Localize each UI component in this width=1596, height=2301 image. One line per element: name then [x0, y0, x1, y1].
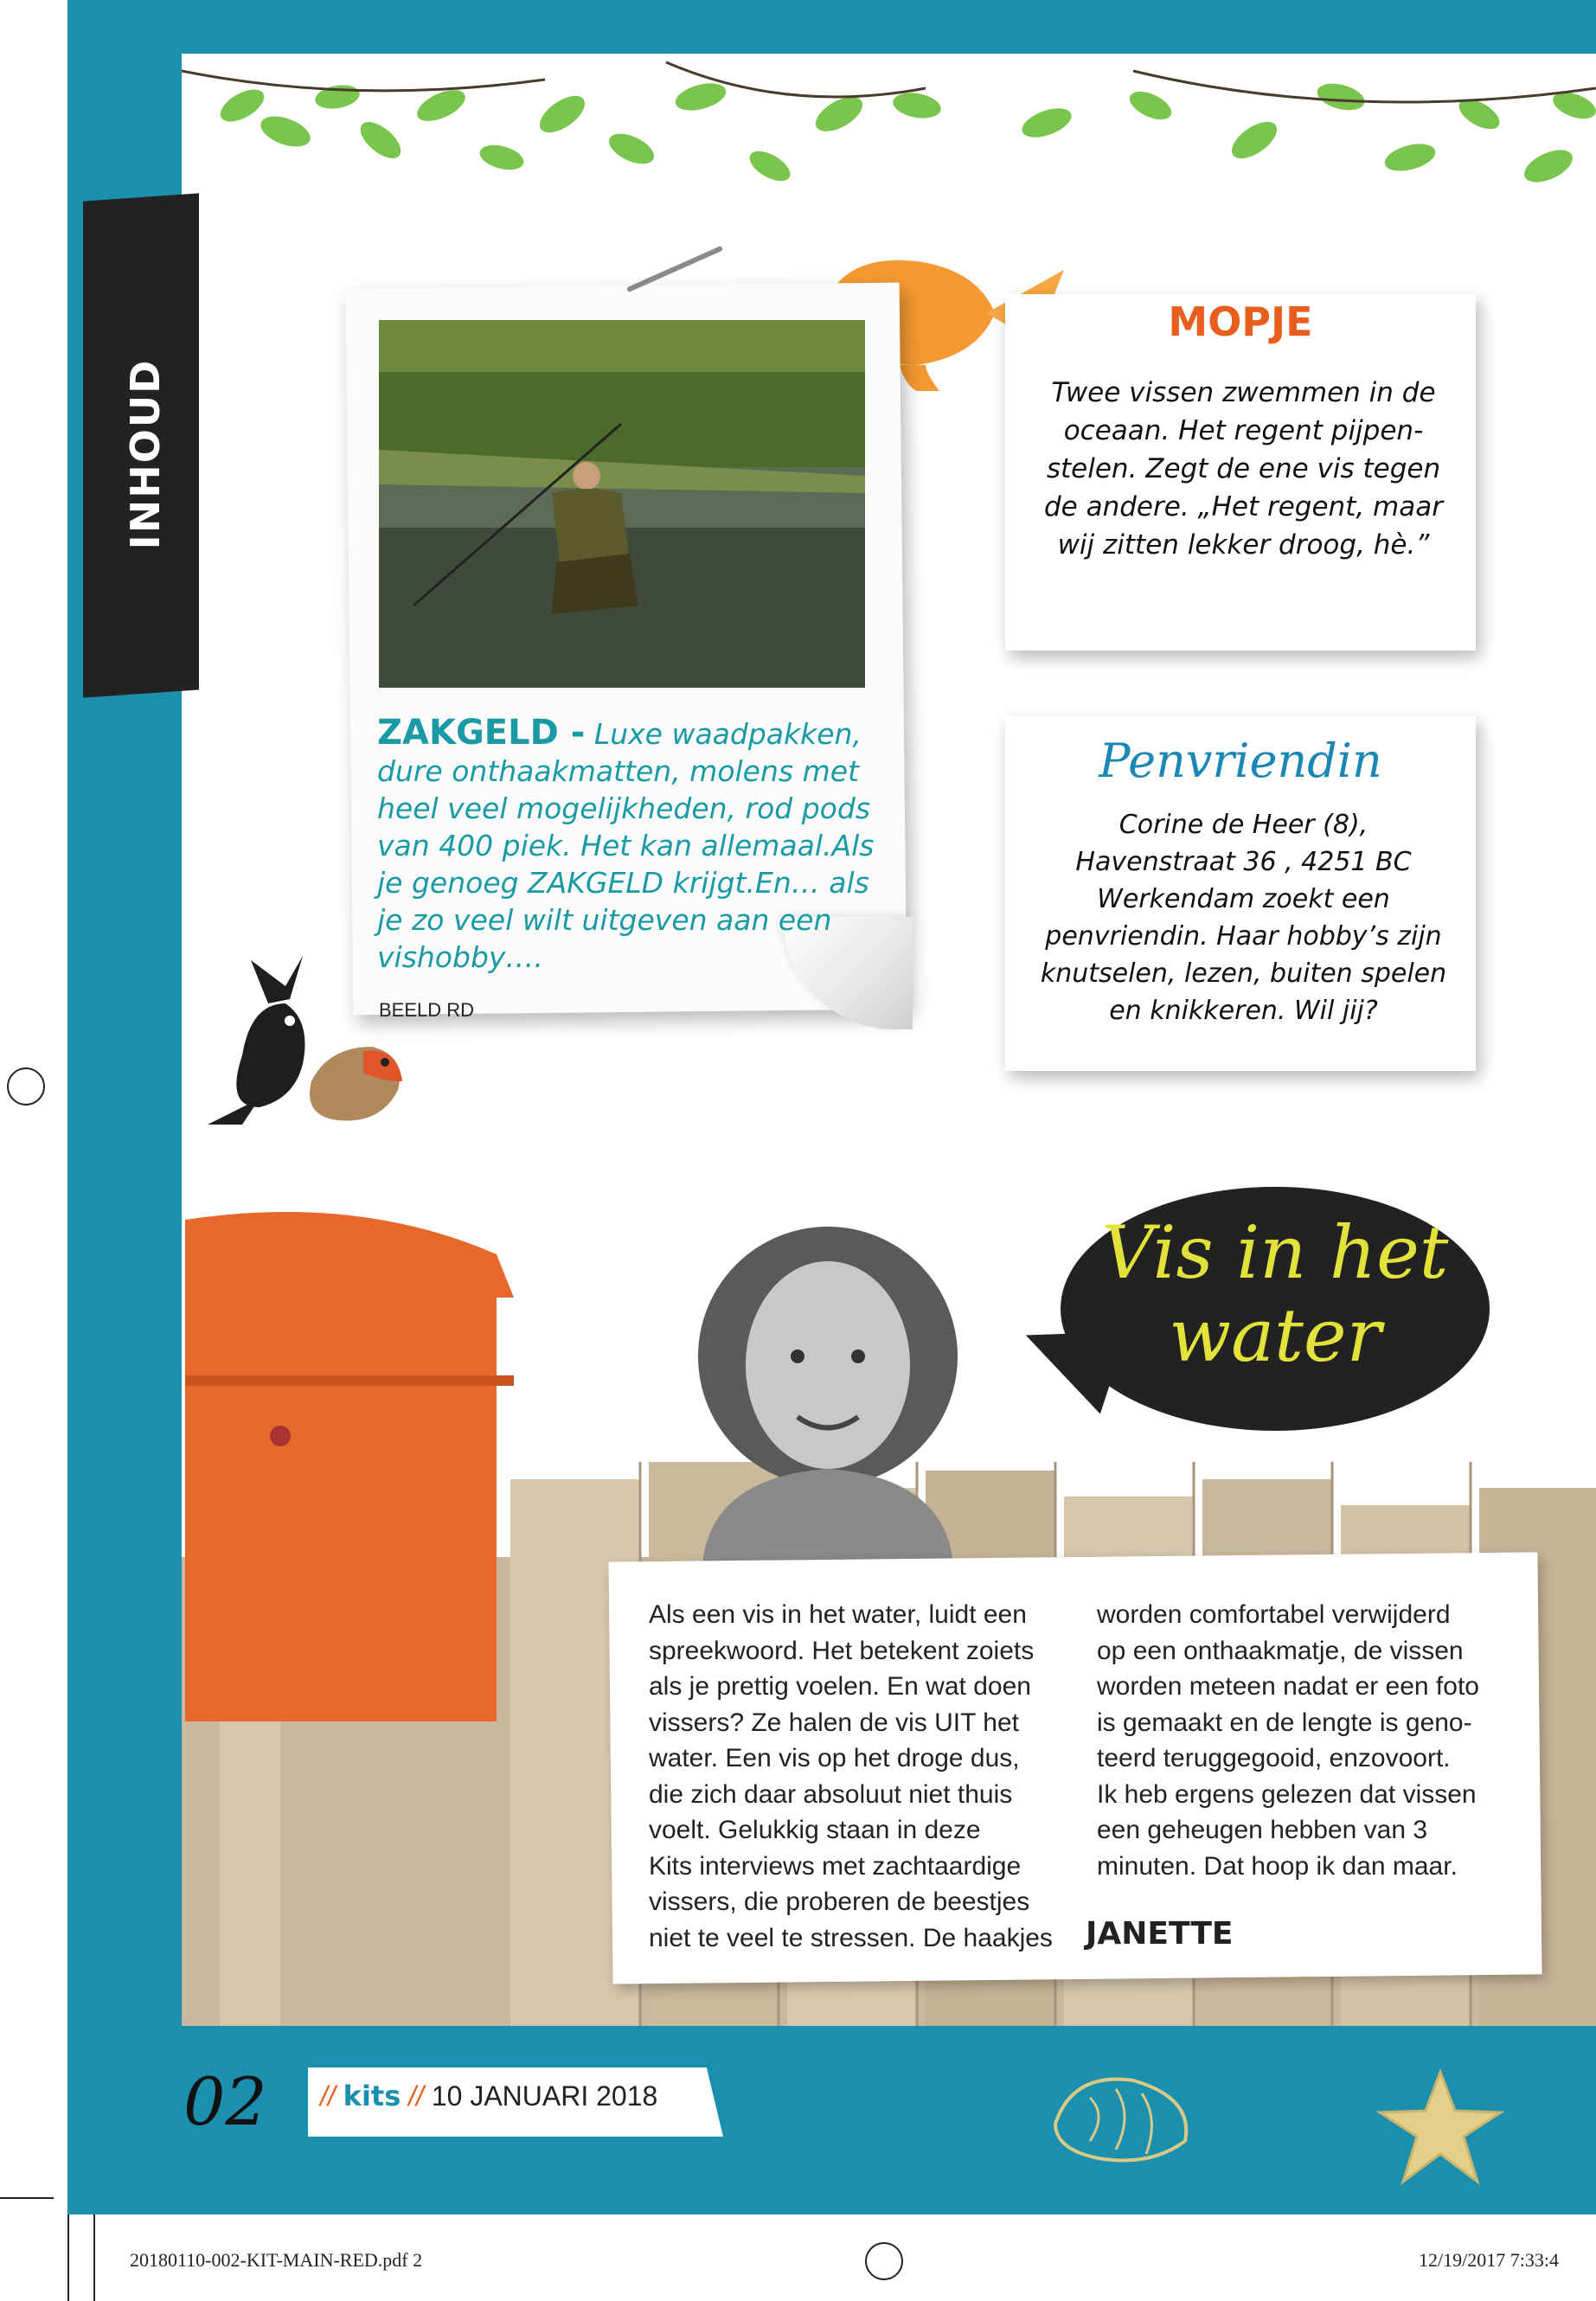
article-line: een geheugen hebben van 3	[1097, 1816, 1428, 1844]
crop-mark	[93, 2214, 95, 2301]
registration-mark	[7, 1067, 45, 1106]
bubble-line-1: Vis in het	[1101, 1210, 1449, 1295]
article-line: op een onthaakmatje, de vissen	[1097, 1636, 1464, 1665]
mopje-joke: Twee vissen zwemmen in de oceaan. Het regent pijpen-stelen. Zegt de ene vis tegen de andere. „Het regent, maar wij zitten lekker droog, hè.”	[1044, 377, 1443, 561]
article-signature: JANETTE	[1086, 1916, 1234, 1952]
photo-credit: BEELD RD	[379, 999, 475, 1021]
top-color-band	[0, 0, 1596, 54]
crop-mark	[0, 2197, 54, 2199]
birds-illustration	[190, 952, 415, 1168]
article-line: teerd teruggegooid, enzovoort.	[1097, 1744, 1451, 1772]
penvriendin-title: Penvriendin	[1099, 734, 1382, 788]
article-line: Als een vis in het water, luidt een	[649, 1600, 1027, 1629]
bottom-color-band	[67, 2026, 1596, 2214]
article-line: vissers? Ze halen de vis UIT het	[649, 1708, 1019, 1737]
print-timestamp: 12/19/2017 7:33:4	[1419, 2249, 1559, 2271]
bubble-line-2: water	[1169, 1293, 1381, 1378]
page-number: 02	[183, 2063, 267, 2140]
article-line: als je prettig voelen. En wat doen	[649, 1672, 1031, 1701]
article-line: water. Een vis op het droge dus,	[649, 1744, 1020, 1772]
speech-bubble-title	[1061, 1211, 1490, 1377]
print-filename: 20180110-002-KIT-MAIN-RED.pdf 2	[130, 2249, 423, 2271]
mopje-title: MOPJE	[1168, 298, 1313, 345]
issue-slash: //	[408, 2080, 424, 2112]
article-line: worden comfortabel verwijderd	[1097, 1600, 1451, 1629]
trim-margin	[0, 0, 67, 2301]
section-tab-label: INHOUD	[122, 358, 169, 550]
starfish-icon	[1375, 2067, 1505, 2189]
article-line: is gemaakt en de lengte is geno-	[1097, 1708, 1472, 1737]
article-line: vissers, die proberen de beestjes	[649, 1888, 1030, 1916]
shell-icon	[1038, 2063, 1211, 2176]
article-line: worden meteen nadat er een foto	[1097, 1672, 1479, 1701]
article-line: die zich daar absoluut niet thuis	[649, 1779, 1013, 1809]
registration-mark	[865, 2242, 903, 2280]
zakgeld-paragraph	[377, 715, 879, 976]
article-line: niet te veel te stressen. De haakjes	[649, 1923, 1053, 1952]
article-column-2	[1097, 1597, 1529, 1884]
article-line: voelt. Gelukkig staan in deze	[649, 1816, 981, 1844]
zakgeld-heading: ZAKGELD -	[377, 713, 586, 753]
penvriendin-text: Corine de Heer (8), Havenstraat 36 , 4251 BC Werkendam zoekt een penvriendin. Haar hobby’s zijn knutselen, lezen, buiten spelen en knikkeren. Wil jij?	[1040, 810, 1447, 1026]
crop-mark	[67, 2214, 69, 2301]
fisherman-photo	[379, 320, 865, 688]
issue-slash: //	[320, 2080, 336, 2112]
article-column-1	[649, 1597, 1081, 1956]
issue-line	[320, 2080, 657, 2112]
article-line: spreekwoord. Het betekent zoiets	[649, 1636, 1035, 1665]
article-line: Kits interviews met zachtaardige	[649, 1851, 1022, 1881]
author-portrait	[642, 1192, 1014, 1564]
mailbox-illustration	[185, 1202, 548, 2026]
article-line: Ik heb ergens gelezen dat vissen	[1097, 1779, 1477, 1809]
brand-name: kits	[343, 2080, 401, 2112]
issue-date: 10 JANUARI 2018	[431, 2080, 658, 2112]
zakgeld-body: Luxe waadpakken, dure onthaakmatten, molens met heel veel mogelijkheden, rod pods van 400 piek. Het kan allemaal.Als je genoeg ZAKGELD krijgt.En… als je zo veel wilt uitgeven aan een vishobby….	[377, 717, 875, 974]
article-line: minuten. Dat hoop ik dan maar.	[1097, 1851, 1458, 1881]
